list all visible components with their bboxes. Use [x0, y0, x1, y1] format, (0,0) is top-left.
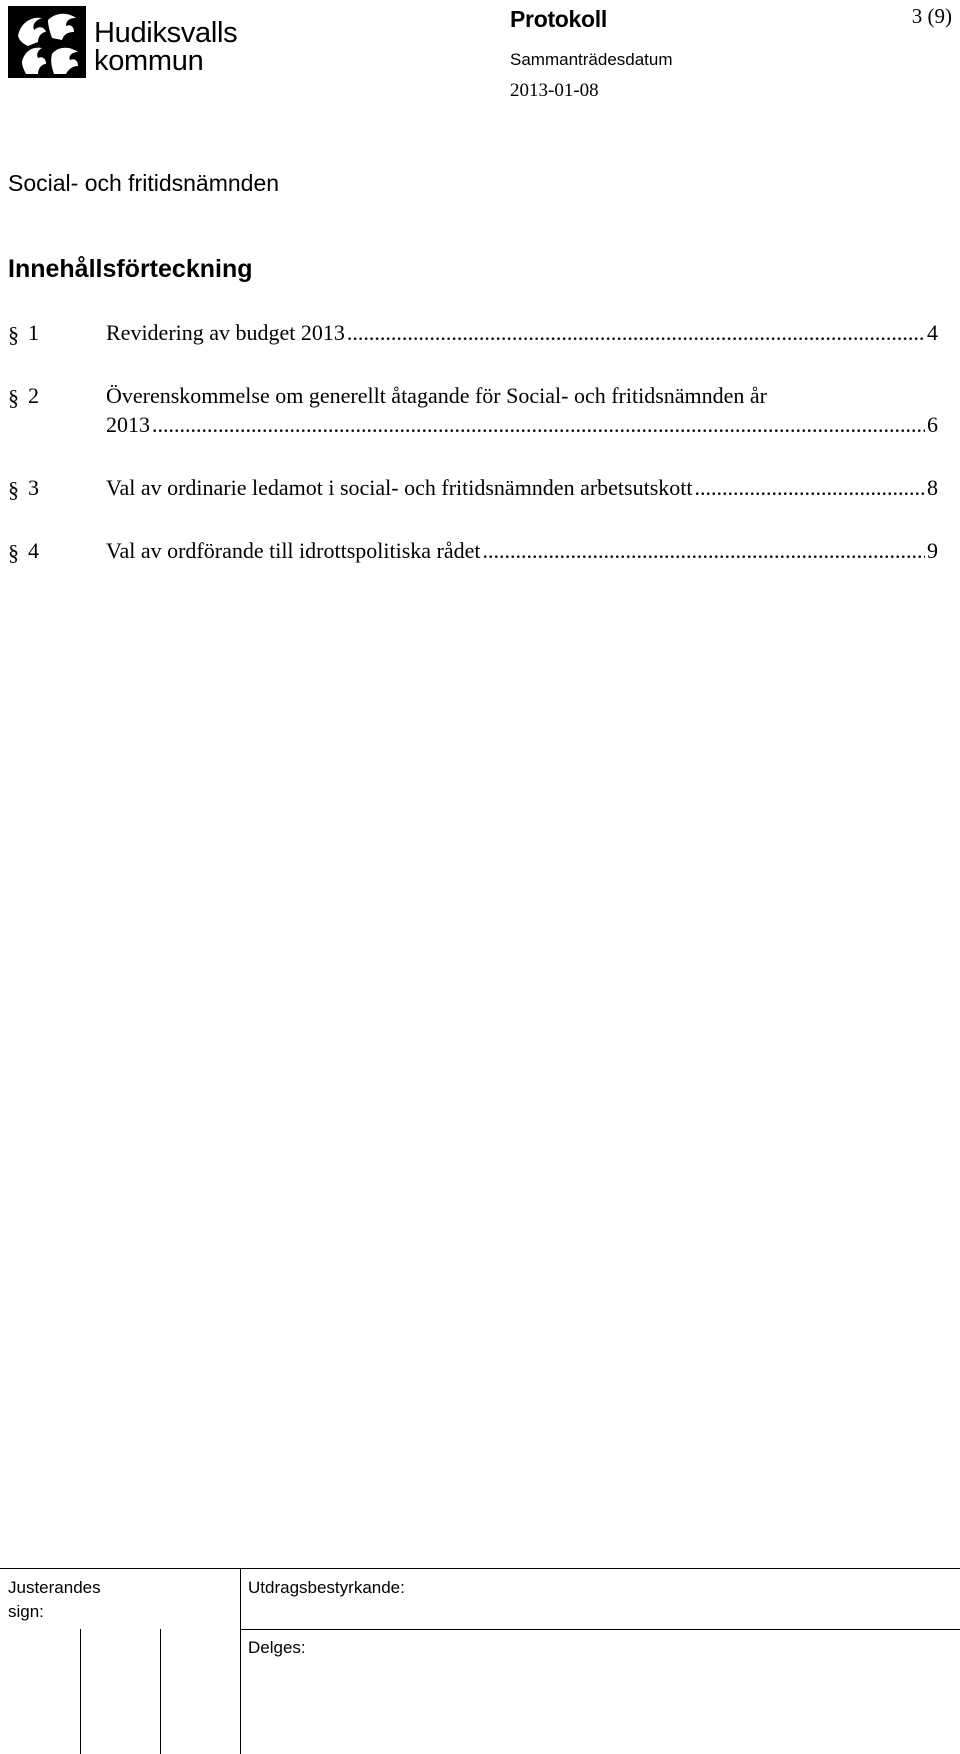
delges-label: Delges:	[248, 1638, 306, 1657]
toc-entry-page: 6	[927, 412, 938, 437]
toc-entry-title-continued: 2013	[106, 412, 150, 437]
toc-entry-title: Val av ordinarie ledamot i social- och fritidsnämnden arbetsutskott	[106, 475, 693, 500]
toc-entry-number: 1	[28, 320, 39, 345]
toc-entry-title: Revidering av budget 2013	[106, 320, 345, 345]
toc-entry-number: 4	[28, 538, 39, 563]
logo-text-line2: kommun	[94, 45, 204, 77]
goat-heads-emblem-icon	[8, 6, 86, 78]
municipality-logo	[8, 6, 248, 78]
signature-box-divider	[160, 1629, 161, 1754]
meeting-date: 2013-01-08	[510, 80, 599, 101]
toc-leader-dots	[152, 410, 925, 439]
toc-leader-dots	[483, 536, 925, 565]
toc-entry[interactable]	[8, 473, 938, 502]
toc-entry[interactable]	[8, 381, 938, 439]
logo-text-line1: Hudiksvalls	[94, 17, 238, 49]
page-number: 3 (9)	[911, 4, 952, 28]
document-type: Protokoll	[510, 6, 607, 32]
toc-leader-dots	[695, 473, 925, 502]
section-symbol: §	[8, 385, 19, 410]
committee-name: Social- och fritidsnämnden	[8, 170, 280, 196]
toc-entry-title: Överenskommelse om generellt åtagande för Social- och fritidsnämnden år	[106, 383, 767, 408]
footer-column-divider	[240, 1568, 241, 1754]
section-symbol: §	[8, 477, 19, 502]
signature-box-divider	[80, 1629, 81, 1754]
toc-entry-number: 2	[28, 383, 39, 408]
footer-divider	[0, 1568, 960, 1569]
signature-footer	[0, 1568, 960, 1754]
toc-entry-number: 3	[28, 475, 39, 500]
toc-entry-page: 9	[927, 538, 938, 563]
toc-entry-title: Val av ordförande till idrottspolitiska rådet	[106, 538, 481, 563]
toc-entry-page: 8	[927, 475, 938, 500]
toc-heading: Innehållsförteckning	[8, 255, 253, 283]
justerandes-label: Justerandes	[8, 1578, 101, 1597]
table-of-contents	[8, 318, 938, 599]
sign-label: sign:	[8, 1602, 44, 1621]
utdragsbestyrkande-label: Utdragsbestyrkande:	[248, 1578, 405, 1597]
footer-row-divider	[240, 1629, 960, 1630]
section-symbol: §	[8, 540, 19, 565]
section-symbol: §	[8, 322, 19, 347]
toc-entry[interactable]	[8, 318, 938, 347]
meeting-date-label: Sammanträdesdatum	[510, 50, 673, 69]
toc-leader-dots	[347, 318, 925, 347]
toc-entry[interactable]	[8, 536, 938, 565]
toc-entry-page: 4	[927, 320, 938, 345]
